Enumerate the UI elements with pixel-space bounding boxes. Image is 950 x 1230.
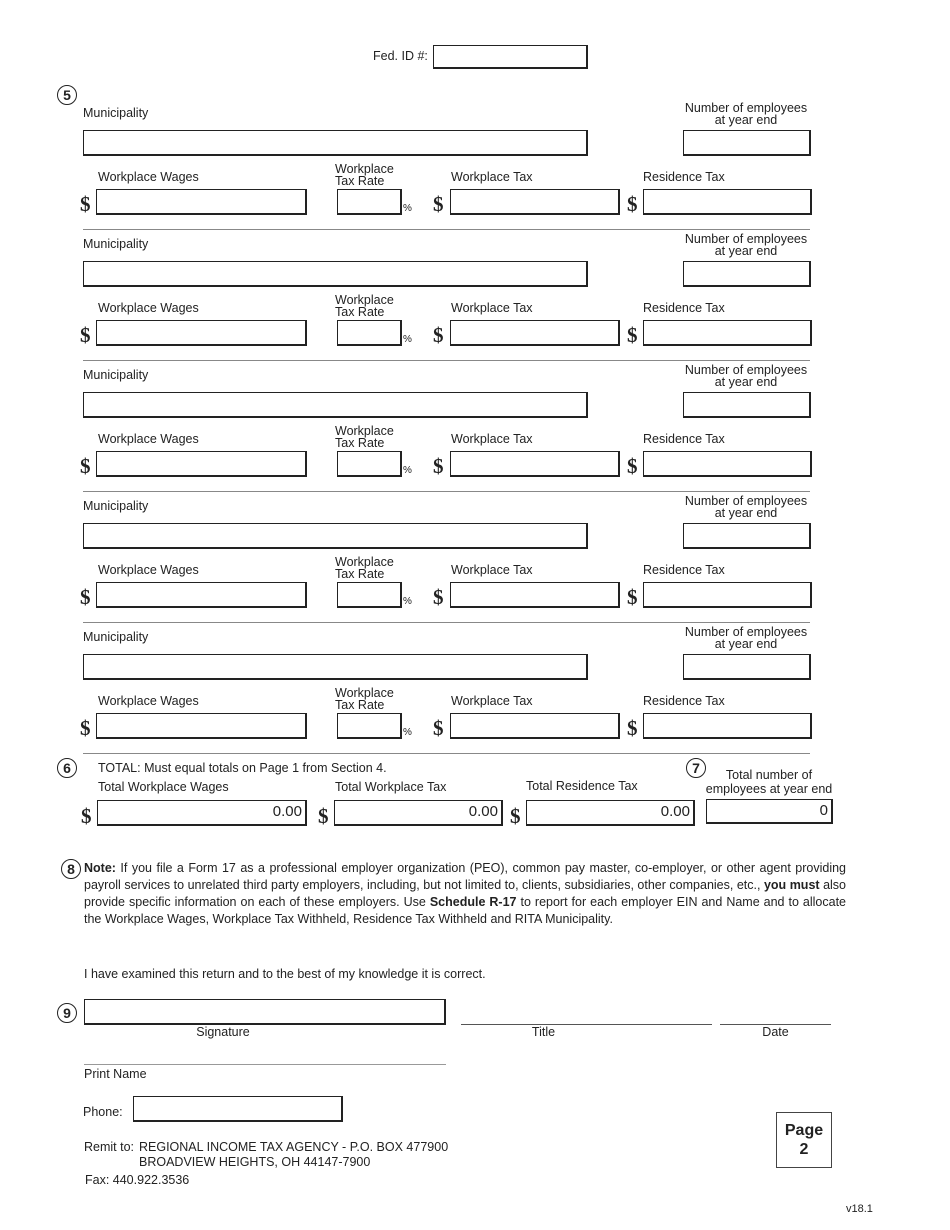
tax-rate-label-2: Tax Rate	[335, 698, 385, 712]
page-label: Page	[784, 1122, 824, 1139]
percent-sign: %	[403, 203, 412, 214]
total-wages-label: Total Workplace Wages	[98, 780, 229, 794]
signature-input[interactable]	[84, 999, 446, 1025]
workplace-wages-label: Workplace Wages	[98, 432, 199, 446]
page-number-box	[776, 1112, 832, 1168]
tax-rate-label-1: Workplace	[335, 555, 394, 569]
section-7-marker: 7	[686, 758, 706, 778]
tax-rate-input[interactable]	[337, 320, 402, 346]
dollar-sign: $	[80, 323, 91, 347]
residence-tax-input[interactable]	[643, 451, 812, 477]
workplace-wages-input[interactable]	[96, 451, 307, 477]
workplace-wages-label: Workplace Wages	[98, 563, 199, 577]
tax-rate-label-2: Tax Rate	[335, 436, 385, 450]
totals-heading: TOTAL: Must equal totals on Page 1 from Section 4.	[98, 761, 387, 775]
note-text: to report for each employer EIN and Name and to allocate the Workplace Wages, Workplace Tax Withheld, Residence Tax Withheld and RITA Municipality.	[84, 895, 846, 926]
dollar-sign: $	[433, 323, 444, 347]
percent-sign: %	[403, 596, 412, 607]
note-bold: you must	[763, 878, 820, 892]
tax-rate-label-1: Workplace	[335, 686, 394, 700]
municipality-label: Municipality	[83, 237, 149, 251]
workplace-tax-input[interactable]	[450, 713, 620, 739]
percent-sign: %	[403, 334, 412, 345]
num-employees-label-2: at year end	[714, 506, 778, 520]
phone-input[interactable]	[133, 1096, 343, 1122]
residence-tax-label: Residence Tax	[643, 432, 725, 446]
dollar-sign: $	[627, 716, 638, 740]
total-employees-label-1: Total number of	[725, 768, 813, 782]
workplace-tax-input[interactable]	[450, 582, 620, 608]
tax-rate-label-2: Tax Rate	[335, 305, 385, 319]
num-employees-label-2: at year end	[714, 637, 778, 651]
percent-sign: %	[403, 727, 412, 738]
percent-sign: %	[403, 465, 412, 476]
num-employees-input[interactable]	[683, 392, 811, 418]
municipality-label: Municipality	[83, 499, 149, 513]
dollar-sign: $	[80, 192, 91, 216]
block-divider	[83, 229, 810, 230]
dollar-sign: $	[318, 804, 329, 828]
fax-number: Fax: 440.922.3536	[85, 1173, 190, 1187]
residence-tax-input[interactable]	[643, 713, 812, 739]
workplace-wages-input[interactable]	[96, 320, 307, 346]
municipality-label: Municipality	[83, 630, 149, 644]
num-employees-label-1: Number of employees	[684, 494, 808, 508]
phone-label: Phone:	[83, 1105, 123, 1119]
workplace-tax-input[interactable]	[450, 320, 620, 346]
municipality-input[interactable]	[83, 654, 588, 680]
total-employees-label-2: employees at year end	[705, 782, 833, 796]
fed-id-input[interactable]	[433, 45, 588, 69]
municipality-label: Municipality	[83, 368, 149, 382]
dollar-sign: $	[433, 585, 444, 609]
fed-id-label: Fed. ID #:	[373, 49, 428, 63]
total-residence-tax-label: Total Residence Tax	[526, 779, 638, 793]
municipality-input[interactable]	[83, 130, 588, 156]
dollar-sign: $	[627, 585, 638, 609]
municipality-label: Municipality	[83, 106, 149, 120]
workplace-wages-input[interactable]	[96, 713, 307, 739]
num-employees-input[interactable]	[683, 654, 811, 680]
declaration-text: I have examined this return and to the best of my knowledge it is correct.	[84, 967, 486, 981]
tax-rate-input[interactable]	[337, 713, 402, 739]
workplace-wages-label: Workplace Wages	[98, 301, 199, 315]
workplace-tax-input[interactable]	[450, 451, 620, 477]
section-6-marker: 6	[57, 758, 77, 778]
schedule-r17-ref: Schedule R-17	[429, 895, 517, 909]
page-number: 2	[799, 1141, 809, 1158]
section-9-marker: 9	[57, 1003, 77, 1023]
remit-label: Remit to:	[84, 1140, 135, 1154]
num-employees-input[interactable]	[683, 523, 811, 549]
workplace-wages-label: Workplace Wages	[98, 694, 199, 708]
num-employees-input[interactable]	[683, 261, 811, 287]
residence-tax-input[interactable]	[643, 582, 812, 608]
num-employees-label-1: Number of employees	[684, 232, 808, 246]
total-residence-tax-input[interactable]: 0.00	[526, 800, 695, 826]
num-employees-label-1: Number of employees	[684, 101, 808, 115]
dollar-sign: $	[433, 716, 444, 740]
residence-tax-label: Residence Tax	[643, 301, 725, 315]
workplace-wages-input[interactable]	[96, 189, 307, 215]
dollar-sign: $	[627, 192, 638, 216]
residence-tax-label: Residence Tax	[643, 563, 725, 577]
note-text: also provide specific information on each of these employers. Use	[84, 878, 846, 909]
version-label: v18.1	[846, 1203, 873, 1215]
dollar-sign: $	[627, 323, 638, 347]
tax-rate-label-1: Workplace	[335, 424, 394, 438]
tax-rate-label-2: Tax Rate	[335, 174, 385, 188]
tax-rate-label-2: Tax Rate	[335, 567, 385, 581]
total-workplace-tax-input[interactable]: 0.00	[334, 800, 503, 826]
note-text: If you file a Form 17 as a professional employer organization (PEO), common pay master, co-employer, or other agent providing payroll services to unrelated third party employers, including, but not limited to, clients, subsidiaries, other companies, etc.,	[84, 861, 846, 892]
dollar-sign: $	[433, 192, 444, 216]
dollar-sign: $	[80, 716, 91, 740]
total-employees-input[interactable]: 0	[706, 799, 833, 824]
workplace-wages-input[interactable]	[96, 582, 307, 608]
tax-rate-label-1: Workplace	[335, 293, 394, 307]
residence-tax-input[interactable]	[643, 320, 812, 346]
dollar-sign: $	[81, 804, 92, 828]
num-employees-label-2: at year end	[714, 113, 778, 127]
date-label: Date	[762, 1025, 789, 1039]
tax-rate-input[interactable]	[337, 582, 402, 608]
total-wages-input[interactable]: 0.00	[97, 800, 307, 826]
workplace-tax-label: Workplace Tax	[451, 301, 533, 315]
workplace-tax-label: Workplace Tax	[451, 170, 533, 184]
block-divider	[83, 622, 810, 623]
municipality-input[interactable]	[83, 261, 588, 287]
residence-tax-label: Residence Tax	[643, 694, 725, 708]
num-employees-label-2: at year end	[714, 244, 778, 258]
section-5-marker: 5	[57, 85, 77, 105]
block-divider	[83, 360, 810, 361]
remit-address-2: BROADVIEW HEIGHTS, OH 44147-7900	[139, 1155, 371, 1169]
num-employees-label-1: Number of employees	[684, 625, 808, 639]
residence-tax-input[interactable]	[643, 189, 812, 215]
print-name-line[interactable]	[84, 1064, 446, 1065]
workplace-wages-label: Workplace Wages	[98, 170, 199, 184]
workplace-tax-input[interactable]	[450, 189, 620, 215]
workplace-tax-label: Workplace Tax	[451, 432, 533, 446]
dollar-sign: $	[80, 454, 91, 478]
municipality-input[interactable]	[83, 523, 588, 549]
dollar-sign: $	[627, 454, 638, 478]
print-name-label: Print Name	[84, 1067, 147, 1081]
dollar-sign: $	[510, 804, 521, 828]
title-label: Title	[531, 1025, 556, 1039]
block-divider	[83, 753, 810, 754]
num-employees-label-1: Number of employees	[684, 363, 808, 377]
tax-rate-label-1: Workplace	[335, 162, 394, 176]
tax-rate-input[interactable]	[337, 189, 402, 215]
title-line[interactable]	[461, 1024, 712, 1025]
section-8-marker: 8	[61, 859, 81, 879]
num-employees-input[interactable]	[683, 130, 811, 156]
municipality-input[interactable]	[83, 392, 588, 418]
signature-label: Signature	[196, 1025, 250, 1039]
dollar-sign: $	[433, 454, 444, 478]
residence-tax-label: Residence Tax	[643, 170, 725, 184]
num-employees-label-2: at year end	[714, 375, 778, 389]
tax-rate-input[interactable]	[337, 451, 402, 477]
peo-note	[84, 860, 846, 928]
dollar-sign: $	[80, 585, 91, 609]
block-divider	[83, 491, 810, 492]
note-bold: Note:	[84, 861, 116, 875]
workplace-tax-label: Workplace Tax	[451, 694, 533, 708]
total-workplace-tax-label: Total Workplace Tax	[335, 780, 447, 794]
remit-address-1: REGIONAL INCOME TAX AGENCY - P.O. BOX 477900	[139, 1140, 449, 1154]
workplace-tax-label: Workplace Tax	[451, 563, 533, 577]
